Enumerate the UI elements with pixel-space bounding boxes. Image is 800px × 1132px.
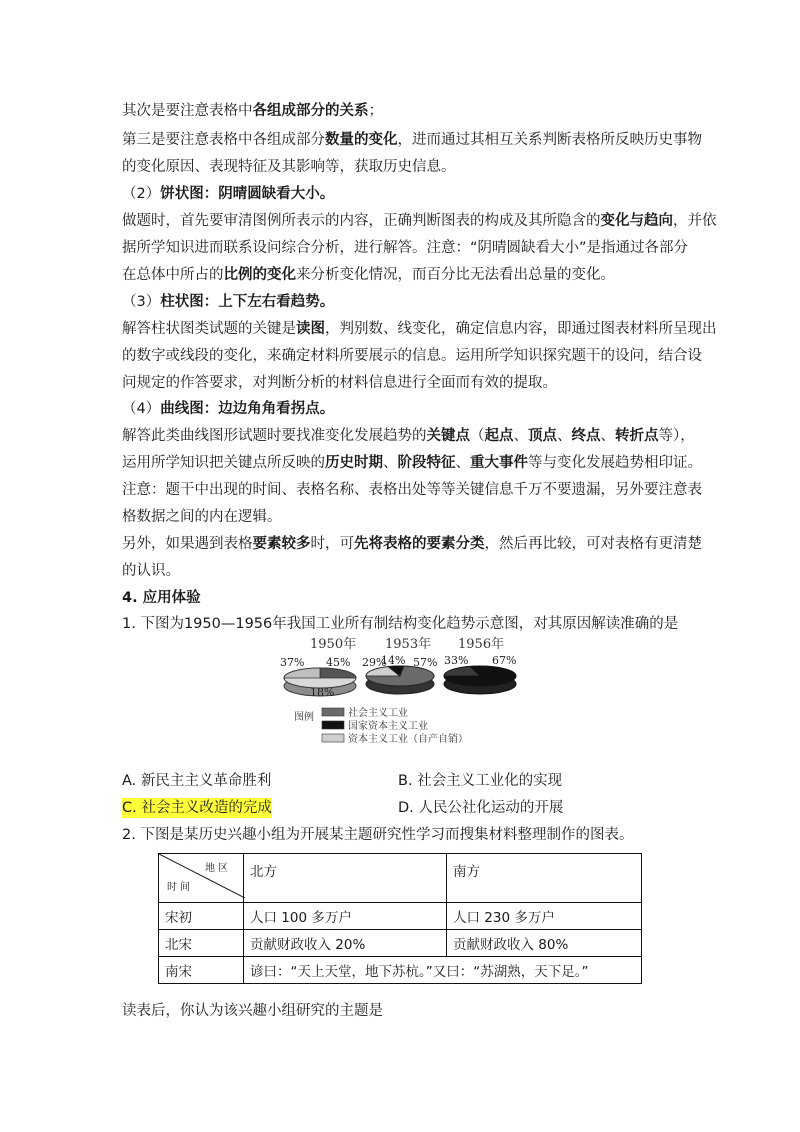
text-span: ，判别数、线变化，确定信息内容，即通过图表材料所呈现出 [325, 321, 717, 337]
pie-year-label: 1950年 [310, 637, 357, 652]
bold-text: 历史时期 [325, 455, 383, 471]
text-span: 1. 下图为1950—1956年我国工业所有制结构变化趋势示意图，对其原因解读准确的是 [122, 616, 679, 632]
bold-text: 先将表格的要素分类 [354, 536, 485, 552]
text-line-l9 [122, 319, 717, 339]
text-span: （4） [122, 401, 161, 417]
text-span: （2） [122, 186, 161, 202]
text-line-l8 [122, 292, 334, 312]
text-span: 等）， [658, 428, 695, 444]
pie-1953 [362, 636, 437, 694]
cell-north: 人口 100 多万户 [244, 903, 447, 930]
pie-slice-label: 45% [326, 656, 351, 669]
diag-region-label: 地 区 [205, 863, 229, 874]
row-label: 南宋 [159, 957, 244, 984]
bold-text: 起点 [484, 428, 514, 444]
text-span: 注意：题干中出现的时间、表格名称、表格出处等等关键信息千万不要遗漏，另外要注意表 [122, 482, 702, 498]
pie-slice-label: 18% [310, 686, 335, 699]
text-span: 、 [600, 428, 615, 444]
bold-text: 终点 [571, 428, 601, 444]
bold-text: 要素较多 [252, 536, 311, 552]
legend-item: 社会主义工业 [348, 708, 408, 719]
text-span: ，然后再比较，可对表格有更清楚 [484, 536, 702, 552]
bold-text: 读图 [296, 321, 325, 337]
text-span: 做题时，首先要审清图例所表示的内容，正确判断图表的构成及其所隐含的 [122, 213, 601, 229]
text-span: 另外，如果遇到表格 [122, 536, 253, 552]
table-row [159, 903, 642, 930]
pie-1950 [280, 636, 356, 699]
text-span: （3） [122, 294, 161, 310]
text-span: 格数据之间的内在逻辑。 [122, 509, 282, 525]
diagonal-header-cell [159, 854, 244, 903]
row-label: 北宋 [159, 930, 244, 957]
text-span: ，并依 [673, 213, 717, 229]
col-header-north: 北方 [244, 854, 447, 903]
option-c-highlighted: C. 社会主义改造的完成 [122, 800, 272, 816]
text-line-l16 [122, 507, 282, 527]
option-a: A. 新民主主义革命胜利 [122, 773, 272, 789]
text-line-l1 [122, 101, 383, 121]
pie-year-label: 1956年 [458, 637, 505, 652]
text-span: ，进而通过其相互关系判断表格所反映历史事物 [397, 132, 702, 148]
table-row [159, 930, 642, 957]
bold-text: 转折点 [615, 428, 659, 444]
bold-text: 饼状图：阴晴圆缺看大小。 [160, 186, 335, 202]
text-span: 运用所学知识把关键点所反映的 [122, 455, 325, 471]
text-line-l7 [122, 265, 615, 285]
pie-slice-label: 14% [381, 654, 406, 667]
pie-year-label: 1953年 [385, 637, 432, 652]
question-2-prompt: 读表后，你认为该兴趣小组研究的主题是 [122, 1003, 383, 1019]
text-line-l17 [122, 534, 702, 554]
pie-slice-label: 29% [362, 656, 387, 669]
legend-item: 资本主义工业（自产自销） [348, 734, 468, 745]
bold-text: 柱状图：上下左右看趋势。 [160, 294, 335, 310]
bold-text: 4. 应用体验 [122, 590, 201, 606]
text-line-l4 [122, 184, 334, 204]
text-span: 来分析变化情况，而百分比无法看出总量的变化。 [296, 267, 615, 283]
text-span: 问规定的作答要求，对判断分析的材料信息进行全面而有效的提取。 [122, 375, 557, 391]
text-span: 第三是要注意表格中各组成部分 [122, 132, 325, 148]
bold-text: 曲线图：边边角角看拐点。 [160, 401, 335, 417]
text-span: 在总体中所占的 [122, 267, 224, 283]
text-span: 据所学知识进而联系设问综合分析，进行解答。注意：“阴晴圆缺看大小”是指通过各部分 [122, 240, 689, 256]
legend-item: 国家资本主义工业 [348, 721, 428, 732]
text-span: 、 [455, 455, 470, 471]
bold-text: 各组成部分的关系 [252, 103, 369, 119]
text-line-l5 [122, 211, 717, 231]
text-line-l11 [122, 373, 557, 393]
text-span: ； [368, 103, 383, 119]
text-line-l6 [122, 238, 688, 258]
pie-slice-label: 57% [413, 656, 438, 669]
table-row [159, 957, 642, 984]
cell-south: 人口 230 多万户 [447, 903, 642, 930]
text-span: 解答柱状图类试题的关键是 [122, 321, 296, 337]
ownership-structure-figure [270, 628, 540, 750]
pie-slice-label: 33% [444, 654, 469, 667]
text-line-l15 [122, 480, 702, 500]
text-line-l3 [122, 157, 456, 177]
row-label: 宋初 [159, 903, 244, 930]
col-header-south: 南方 [447, 854, 642, 903]
bold-text: 变化与趋向 [600, 213, 673, 229]
text-line-l12 [122, 399, 334, 419]
legend-swatch [322, 734, 344, 742]
legend-title: 图例 [294, 712, 314, 723]
option-b: B. 社会主义工业化的实现 [398, 773, 563, 789]
legend-swatch [322, 708, 344, 716]
text-line-l14 [122, 453, 702, 473]
text-span: 其次是要注意表格中 [122, 103, 253, 119]
text-span: （ [470, 428, 485, 444]
text-line-l19 [122, 588, 201, 608]
cell-north: 贡献财政收入 20% [244, 930, 447, 957]
text-span: 等与变化发展趋势相印证。 [528, 455, 702, 471]
text-span: 的变化原因、表现特征及其影响等，获取历史信息。 [122, 159, 456, 175]
text-line-l10 [122, 346, 702, 366]
text-span: 的数字或线段的变化，来确定材料所要展示的信息。运用所学知识探究题干的设问，结合设 [122, 348, 702, 364]
legend-swatch [322, 721, 344, 729]
cell-south: 贡献财政收入 80% [447, 930, 642, 957]
bold-text: 顶点 [528, 428, 557, 444]
pie-1956 [444, 636, 516, 694]
bold-text: 比例的变化 [223, 267, 296, 283]
pie-slice-label: 67% [492, 654, 517, 667]
bold-text: 重大事件 [470, 455, 528, 471]
text-span: 的认识。 [122, 563, 180, 579]
bold-text: 数量的变化 [325, 132, 398, 148]
text-line-l13 [122, 426, 695, 446]
diag-time-label: 时 间 [167, 882, 191, 893]
text-line-l2 [122, 130, 702, 150]
bold-text: 关键点 [426, 428, 470, 444]
text-span: 时，可 [310, 536, 354, 552]
pie-slice-label: 37% [280, 656, 305, 669]
cell-proverb: 谚曰：“天上天堂，地下苏杭。”又曰：“苏湖熟，天下足。” [244, 957, 642, 984]
text-line-l18 [122, 561, 180, 581]
question-2-stem: 2. 下图是某历史兴趣小组为开展某主题研究性学习而搜集材料整理制作的图表。 [122, 827, 634, 843]
figure-legend [294, 706, 468, 745]
option-d: D. 人民公社化运动的开展 [398, 800, 564, 816]
text-span: 、 [383, 455, 398, 471]
bold-text: 阶段特征 [397, 455, 456, 471]
text-span: 、 [513, 428, 528, 444]
text-span: 解答此类曲线图形试题时要找准变化发展趋势的 [122, 428, 427, 444]
north-south-table [158, 853, 642, 984]
text-span: 、 [557, 428, 572, 444]
